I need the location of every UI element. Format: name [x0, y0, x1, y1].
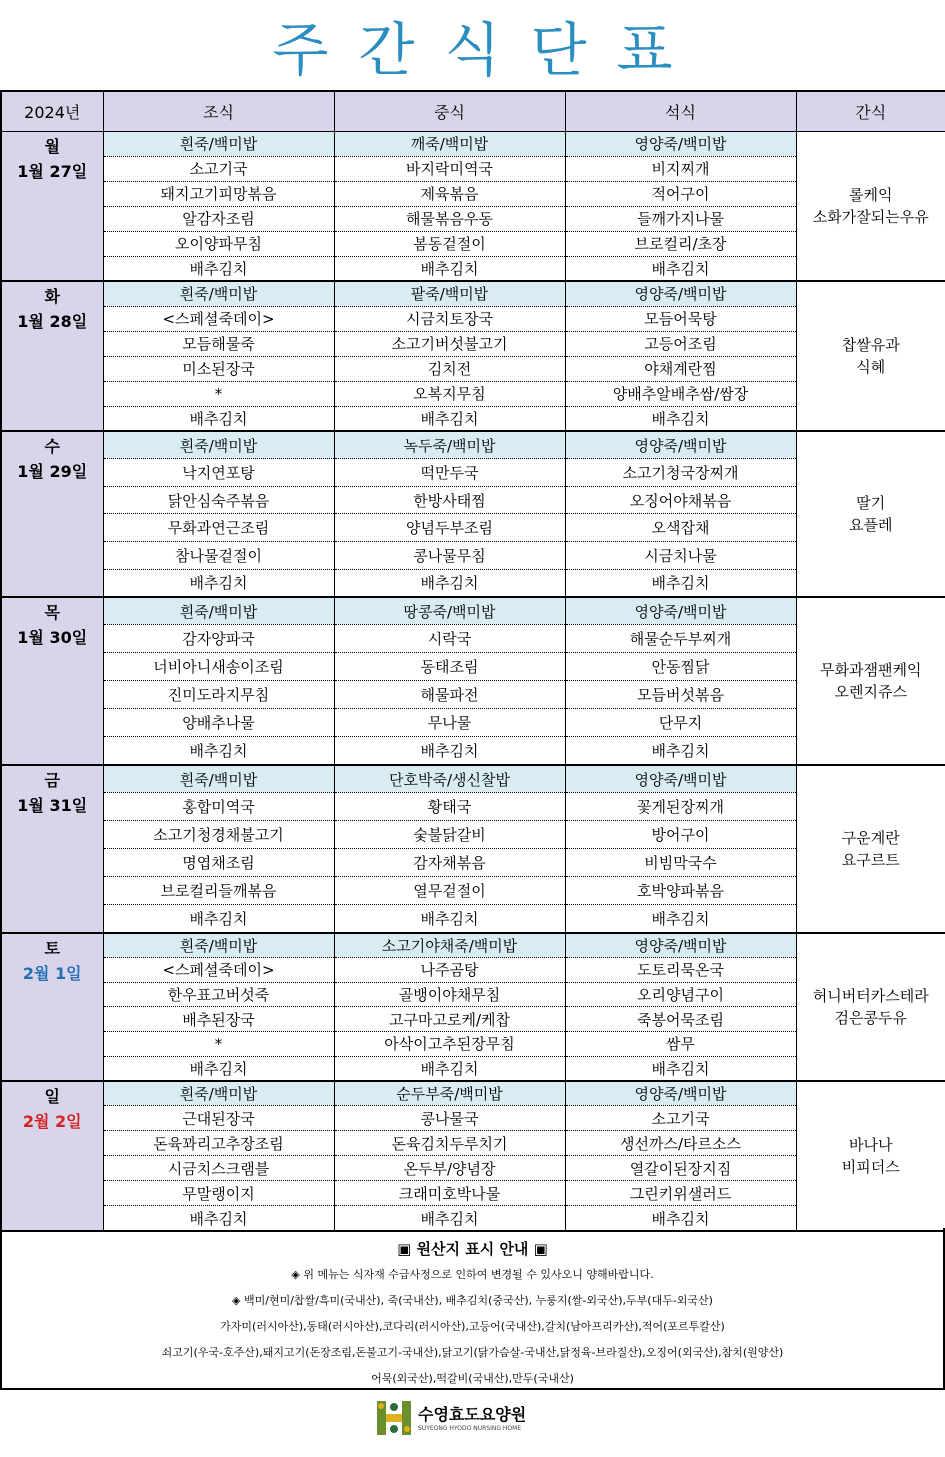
lunch-item: 나주곰탕: [334, 958, 565, 983]
snack-item: 비피더스: [841, 1157, 900, 1176]
day-date: 1월 29일: [17, 462, 88, 481]
breakfast-item: 배추김치: [103, 1056, 334, 1081]
facility-logo: [376, 1396, 576, 1440]
header-lunch: 중식: [334, 91, 565, 131]
lunch-item: 배추김치: [334, 1056, 565, 1081]
dinner-item: 죽봉어묵조림: [565, 1007, 796, 1032]
breakfast-item: 배추김치: [103, 569, 334, 597]
table-row: [1, 281, 945, 306]
day-date: 2월 1일: [22, 963, 82, 983]
dinner-item: 영양죽/백미밥: [565, 765, 796, 793]
day-of-week: 토: [44, 938, 60, 958]
snack-item: 식혜: [856, 358, 886, 376]
snack-item: 검은콩두유: [834, 1008, 907, 1027]
dinner-item: 비빔막국수: [565, 849, 796, 877]
lunch-item: 숯불닭갈비: [334, 821, 565, 849]
breakfast-item: 흰죽/백미밥: [103, 1081, 334, 1106]
snack-item: 딸기: [856, 493, 886, 512]
snack-item: 구운계란: [841, 828, 900, 847]
lunch-item: 콩나물국: [334, 1106, 565, 1131]
dinner-item: 배추김치: [565, 256, 796, 281]
snack-cell: [796, 1081, 945, 1231]
lunch-item: 바지락미역국: [334, 156, 565, 181]
snack-item: 요플레: [849, 515, 893, 534]
dinner-item: 모듬어묵탕: [565, 306, 796, 331]
lunch-item: 해물파전: [334, 681, 565, 709]
breakfast-item: 시금치스크램블: [103, 1156, 334, 1181]
dinner-item: 소고기국: [565, 1106, 796, 1131]
lunch-item: 고구마고로케/케찹: [334, 1007, 565, 1032]
lunch-item: 온두부/양념장: [334, 1156, 565, 1181]
origin-notice: [0, 1228, 945, 1390]
lunch-item: 김치전: [334, 356, 565, 381]
day-date: 1월 28일: [17, 312, 88, 331]
snack-item: 소화가잘되는우유: [812, 207, 929, 226]
facility-english-name: SUYEONG HYODO NURSING HOME: [418, 1424, 522, 1432]
dinner-item: 꽃게된장찌개: [565, 793, 796, 821]
breakfast-item: 감자양파국: [103, 625, 334, 653]
breakfast-item: 무화과연근조림: [103, 514, 334, 542]
lunch-item: 소고기야채죽/백미밥: [334, 933, 565, 958]
breakfast-item: 배추된장국: [103, 1007, 334, 1032]
day-cell: [1, 281, 103, 431]
day-date: 1월 30일: [17, 627, 88, 647]
dinner-item: 호박양파볶음: [565, 877, 796, 905]
dinner-item: 그린키위샐러드: [565, 1181, 796, 1206]
dinner-item: 적어구이: [565, 181, 796, 206]
table-header-row: [1, 91, 945, 131]
origin-title: ▣ 원산지 표시 안내 ▣: [397, 1240, 548, 1258]
dinner-item: 해물순두부찌개: [565, 625, 796, 653]
table-row: [1, 1081, 945, 1106]
snack-item: 오렌지쥬스: [834, 682, 907, 701]
lunch-item: 배추김치: [334, 905, 565, 933]
day-cell: [1, 597, 103, 765]
breakfast-item: 무말랭이지: [103, 1181, 334, 1206]
dinner-item: 배추김치: [565, 1206, 796, 1231]
lunch-item: 한방사태찜: [334, 486, 565, 514]
lunch-item: 동태조림: [334, 653, 565, 681]
logo-mark-icon: [376, 1399, 412, 1437]
day-of-week: 화: [44, 287, 60, 306]
dinner-item: 영양죽/백미밥: [565, 431, 796, 459]
breakfast-item: 홍합미역국: [103, 793, 334, 821]
day-of-week: 금: [44, 770, 60, 790]
lunch-item: 제육볶음: [334, 181, 565, 206]
breakfast-item: 닭안심숙주볶음: [103, 486, 334, 514]
header-breakfast: 조식: [103, 91, 334, 131]
dinner-item: 오리양념구이: [565, 982, 796, 1007]
breakfast-item: 흰죽/백미밥: [103, 281, 334, 306]
day-cell: [1, 933, 103, 1081]
lunch-item: 배추김치: [334, 569, 565, 597]
lunch-item: 배추김치: [334, 406, 565, 431]
dinner-item: 열갈이된장지짐: [565, 1156, 796, 1181]
day-of-week: 월: [44, 136, 60, 156]
breakfast-item: 소고기국: [103, 156, 334, 181]
snack-cell: [796, 131, 945, 281]
lunch-item: 무나물: [334, 709, 565, 737]
lunch-item: 오복지무침: [334, 381, 565, 406]
lunch-item: 단호박죽/생신찰밥: [334, 765, 565, 793]
dinner-item: 소고기청국장찌개: [565, 459, 796, 487]
breakfast-item: 브로컬리들깨볶음: [103, 877, 334, 905]
breakfast-item: <스페셜죽데이>: [103, 958, 334, 983]
lunch-item: 소고기버섯불고기: [334, 331, 565, 356]
day-of-week: 일: [44, 1086, 60, 1106]
day-date: 1월 31일: [17, 795, 88, 815]
dinner-item: 영양죽/백미밥: [565, 281, 796, 306]
dinner-item: 고등어조림: [565, 331, 796, 356]
snack-cell: [796, 431, 945, 597]
snack-item: 무화과잼팬케익: [820, 660, 922, 679]
snack-cell: [796, 933, 945, 1081]
dinner-item: 비지찌개: [565, 156, 796, 181]
origin-line: 어묵(외국산),떡갈비(국내산),만두(국내산): [371, 1372, 574, 1385]
breakfast-item: 흰죽/백미밥: [103, 765, 334, 793]
dinner-item: 단무지: [565, 709, 796, 737]
lunch-item: 열무겉절이: [334, 877, 565, 905]
dinner-item: 안동찜닭: [565, 653, 796, 681]
snack-cell: [796, 765, 945, 933]
dinner-item: 브로컬리/초장: [565, 231, 796, 256]
day-cell: [1, 431, 103, 597]
dinner-item: 영양죽/백미밥: [565, 1081, 796, 1106]
lunch-item: 돈육김치두루치기: [334, 1131, 565, 1156]
breakfast-item: 배추김치: [103, 905, 334, 933]
breakfast-item: 배추김치: [103, 737, 334, 765]
day-cell: [1, 765, 103, 933]
day-date: 2월 2일: [22, 1111, 82, 1131]
breakfast-item: 배추김치: [103, 406, 334, 431]
breakfast-item: 돈육꽈리고추장조림: [103, 1131, 334, 1156]
origin-line: 가자미(러시아산),동태(러시아산),코다리(러시아산),고등어(국내산),갈치(남아프리카산),적어(포르투칼산): [220, 1320, 725, 1333]
dinner-item: 배추김치: [565, 1056, 796, 1081]
lunch-item: 시금치토장국: [334, 306, 565, 331]
snack-item: 허니버터카스테라: [812, 986, 929, 1005]
origin-line: ◈ 위 메뉴는 식자재 수급사정으로 인하여 변경될 수 있사오니 양해바랍니다.: [291, 1268, 654, 1281]
breakfast-item: 오이양파무침: [103, 231, 334, 256]
lunch-item: 해물볶음우동: [334, 206, 565, 231]
day-date: 1월 27일: [17, 161, 88, 181]
snack-item: 요구르트: [841, 850, 900, 869]
dinner-item: 도토리묵온국: [565, 958, 796, 983]
breakfast-item: 참나물겉절이: [103, 542, 334, 570]
dinner-item: 방어구이: [565, 821, 796, 849]
dinner-item: 들깨가지나물: [565, 206, 796, 231]
dinner-item: 오징어야채볶음: [565, 486, 796, 514]
breakfast-item: 돼지고기피망볶음: [103, 181, 334, 206]
breakfast-item: 흰죽/백미밥: [103, 933, 334, 958]
table-row: [1, 131, 945, 156]
lunch-item: 녹두죽/백미밥: [334, 431, 565, 459]
breakfast-item: 너비아니새송이조림: [103, 653, 334, 681]
header-snack: 간식: [796, 91, 945, 131]
lunch-item: 팥죽/백미밥: [334, 281, 565, 306]
table-row: [1, 933, 945, 958]
breakfast-item: 흰죽/백미밥: [103, 131, 334, 156]
snack-cell: [796, 281, 945, 431]
dinner-item: 오색잡채: [565, 514, 796, 542]
dinner-item: 시금치나물: [565, 542, 796, 570]
menu-body: [1, 131, 945, 1231]
facility-name: 수영효도요양원: [418, 1404, 527, 1424]
day-of-week: 수: [44, 437, 60, 456]
dinner-item: 쌈무: [565, 1032, 796, 1057]
lunch-item: 시락국: [334, 625, 565, 653]
table-row: [1, 431, 945, 459]
breakfast-item: 배추김치: [103, 1206, 334, 1231]
lunch-item: 콩나물무침: [334, 542, 565, 570]
table-row: [1, 597, 945, 625]
lunch-item: 아삭이고추된장무침: [334, 1032, 565, 1057]
lunch-item: 배추김치: [334, 737, 565, 765]
lunch-item: 황태국: [334, 793, 565, 821]
dinner-item: 배추김치: [565, 905, 796, 933]
dinner-item: 양배추알배추쌈/쌈장: [565, 381, 796, 406]
dinner-item: 배추김치: [565, 569, 796, 597]
snack-item: 찹쌀유과: [841, 336, 900, 354]
breakfast-item: 알감자조림: [103, 206, 334, 231]
breakfast-item: 배추김치: [103, 256, 334, 281]
breakfast-item: 모듬해물죽: [103, 331, 334, 356]
page-title: 주간식단표: [272, 16, 703, 84]
origin-line: 쇠고기(우국-호주산),돼지고기(돈장조림,돈불고기-국내산),닭고기(닭가슴살-국내산,닭정육-브라질산),오징어(외국산),참치(원양산): [161, 1346, 784, 1359]
origin-line: ◈ 백미/현미/찹쌀/흑미(국내산), 죽(국내산), 배추김치(중국산), 누룽지(쌀-외국산),두부(대두-외국산): [232, 1294, 713, 1307]
breakfast-item: 흰죽/백미밥: [103, 597, 334, 625]
lunch-item: 깨죽/백미밥: [334, 131, 565, 156]
lunch-item: 떡만두국: [334, 459, 565, 487]
dinner-item: 영양죽/백미밥: [565, 933, 796, 958]
dinner-item: 배추김치: [565, 406, 796, 431]
breakfast-item: *: [103, 381, 334, 406]
breakfast-item: 한우표고버섯죽: [103, 982, 334, 1007]
dinner-item: 영양죽/백미밥: [565, 131, 796, 156]
breakfast-item: <스페셜죽데이>: [103, 306, 334, 331]
lunch-item: 양념두부조림: [334, 514, 565, 542]
lunch-item: 배추김치: [334, 256, 565, 281]
breakfast-item: 흰죽/백미밥: [103, 431, 334, 459]
breakfast-item: 근대된장국: [103, 1106, 334, 1131]
snack-item: 롤케익: [849, 185, 893, 204]
dinner-item: 배추김치: [565, 737, 796, 765]
snack-item: 바나나: [849, 1135, 893, 1154]
breakfast-item: 진미도라지무침: [103, 681, 334, 709]
lunch-item: 골뱅이야채무침: [334, 982, 565, 1007]
header-dinner: 석식: [565, 91, 796, 131]
dinner-item: 모듬버섯볶음: [565, 681, 796, 709]
breakfast-item: 명엽채조림: [103, 849, 334, 877]
dinner-item: 야채계란찜: [565, 356, 796, 381]
day-of-week: 목: [44, 602, 60, 622]
day-cell: [1, 1081, 103, 1231]
lunch-item: 순두부죽/백미밥: [334, 1081, 565, 1106]
lunch-item: 땅콩죽/백미밥: [334, 597, 565, 625]
snack-cell: [796, 597, 945, 765]
day-cell: [1, 131, 103, 281]
breakfast-item: 양배추나물: [103, 709, 334, 737]
lunch-item: 배추김치: [334, 1206, 565, 1231]
breakfast-item: *: [103, 1032, 334, 1057]
breakfast-item: 소고기청경채불고기: [103, 821, 334, 849]
breakfast-item: 미소된장국: [103, 356, 334, 381]
header-year: 2024년: [1, 91, 103, 131]
weekly-menu-table: [0, 90, 945, 1232]
dinner-item: 생선까스/타르소스: [565, 1131, 796, 1156]
lunch-item: 감자채볶음: [334, 849, 565, 877]
dinner-item: 영양죽/백미밥: [565, 597, 796, 625]
table-row: [1, 765, 945, 793]
lunch-item: 크래미호박나물: [334, 1181, 565, 1206]
breakfast-item: 낙지연포탕: [103, 459, 334, 487]
lunch-item: 봄동겉절이: [334, 231, 565, 256]
